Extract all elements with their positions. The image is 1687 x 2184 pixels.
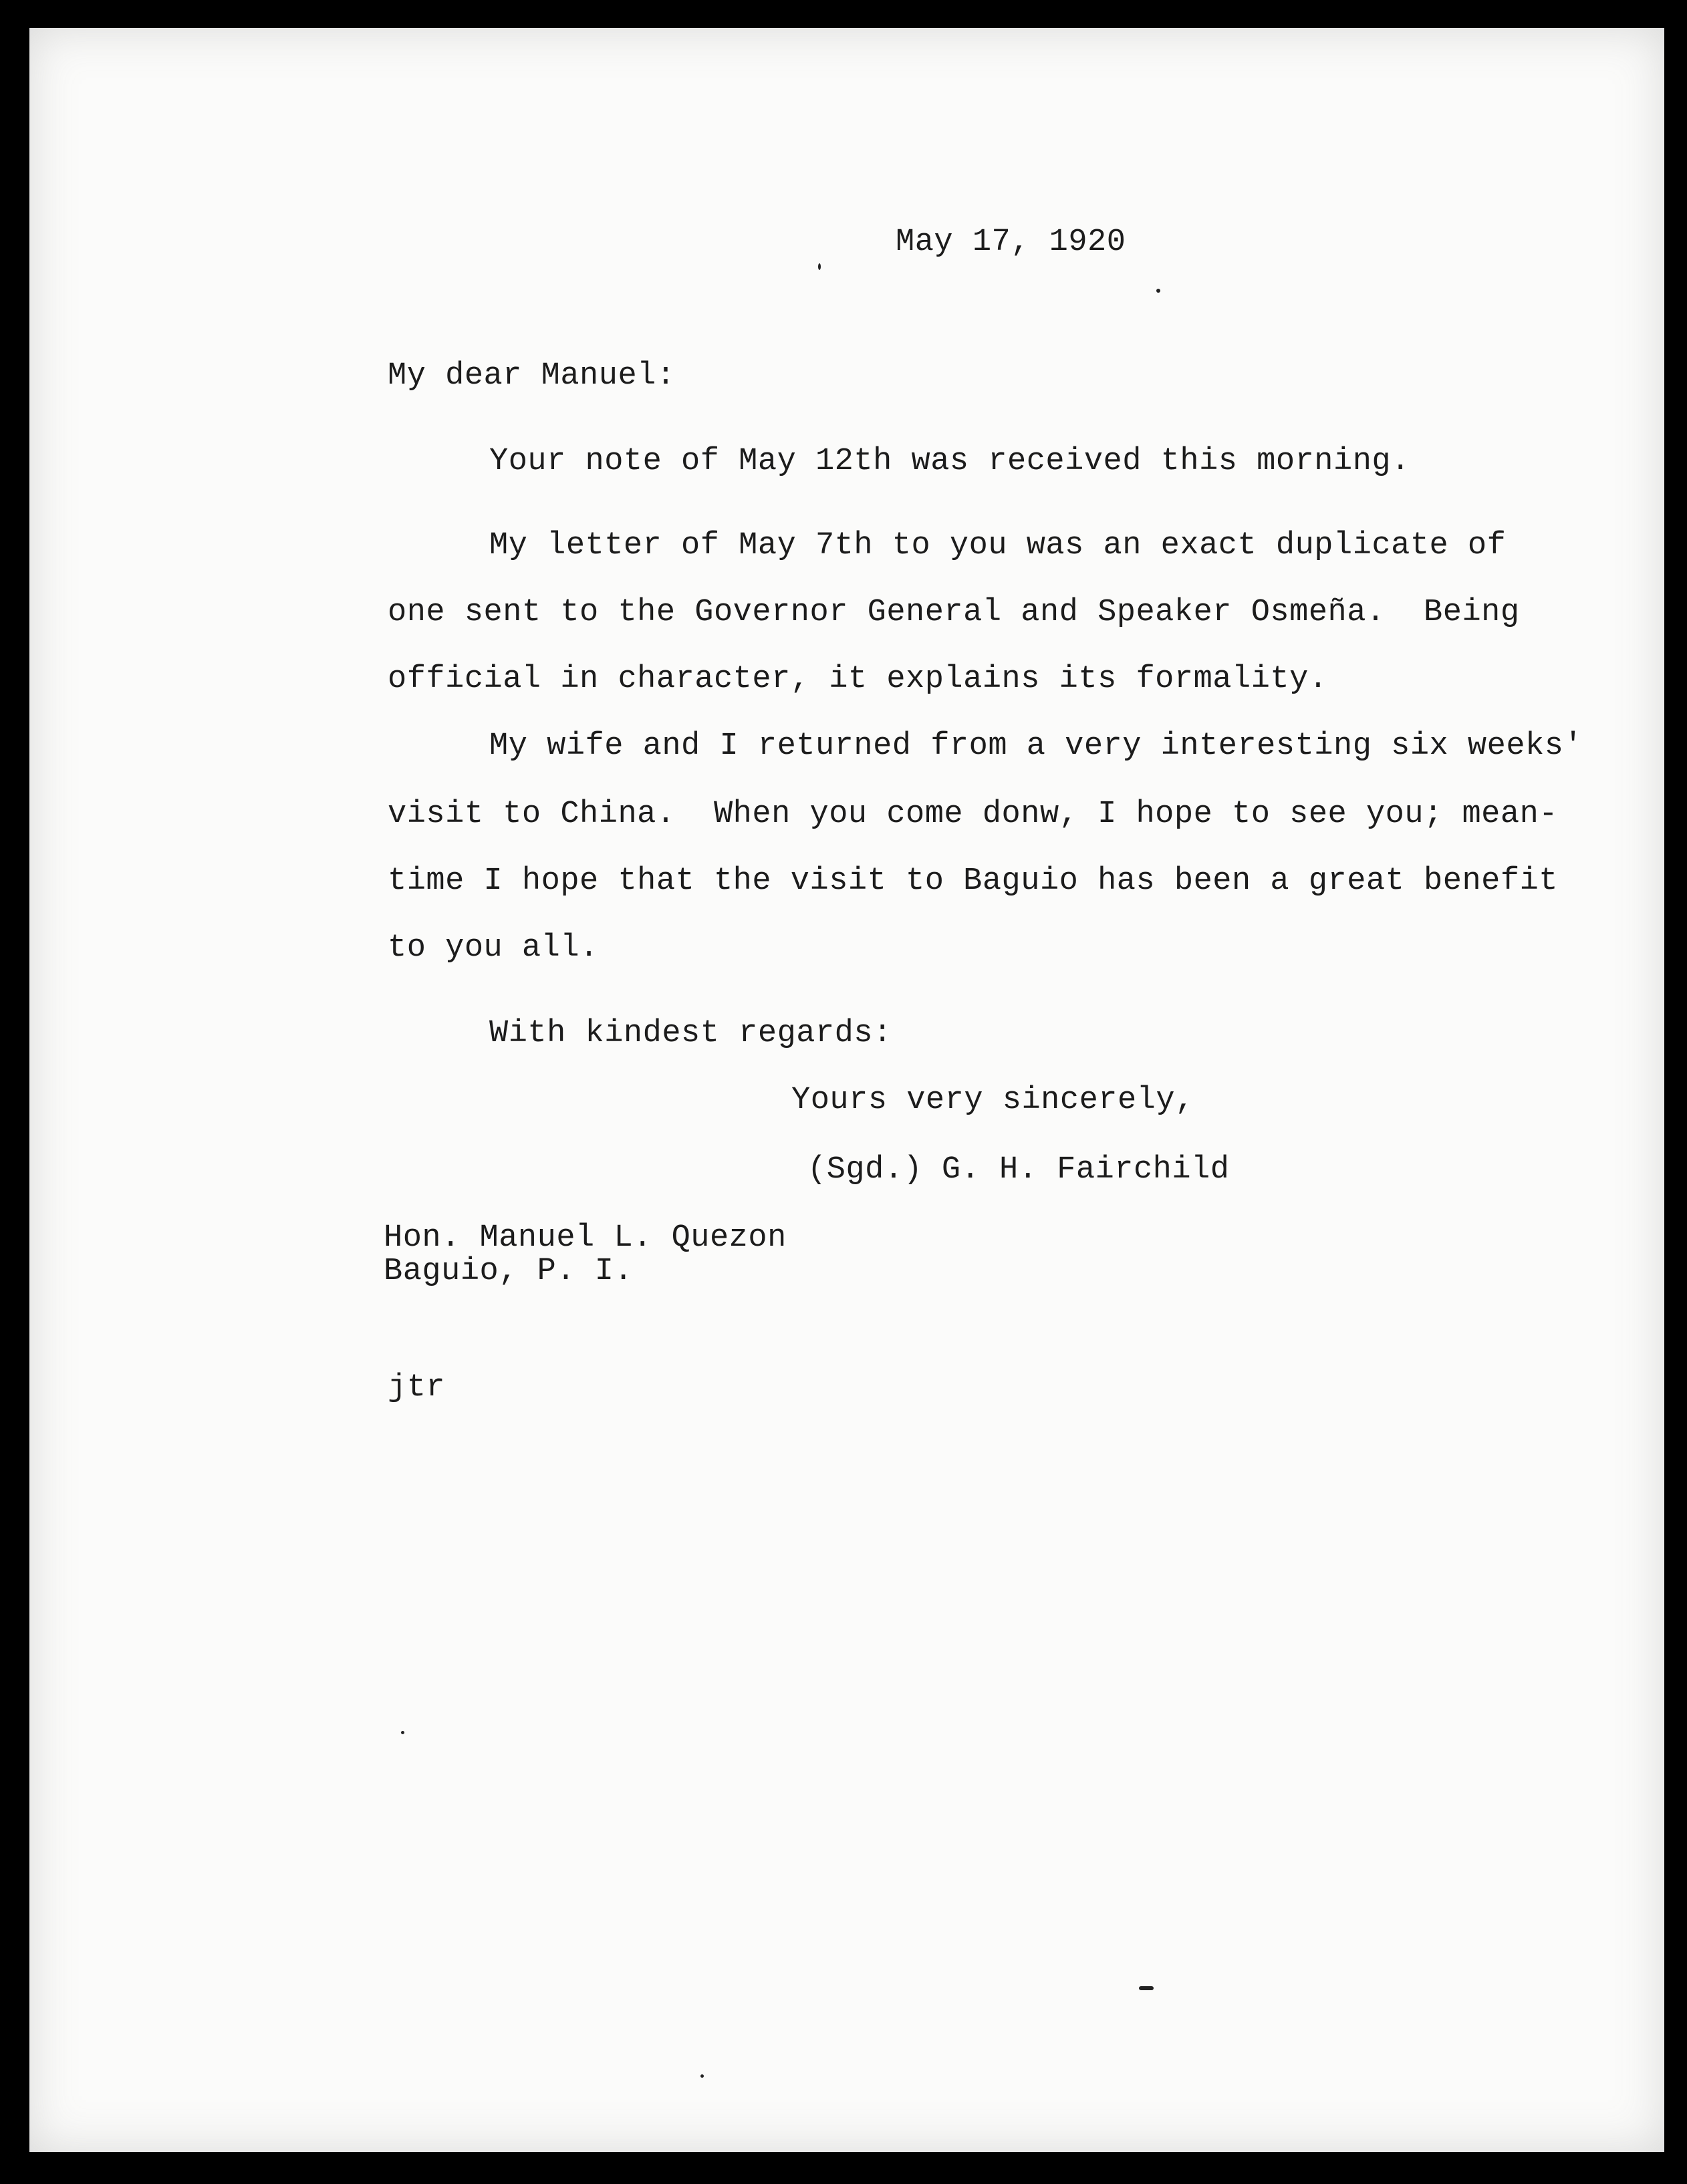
letter-date: May 17, 1920 bbox=[896, 225, 1126, 260]
paragraph-3-line-4: to you all. bbox=[388, 930, 599, 966]
complimentary-close: Yours very sincerely, bbox=[791, 1083, 1194, 1118]
paper-speck bbox=[401, 1731, 404, 1734]
paragraph-2-line-1: My letter of May 7th to you was an exact duplicate of bbox=[489, 528, 1507, 563]
signature: (Sgd.) G. H. Fairchild bbox=[807, 1152, 1230, 1188]
paragraph-1-line-1: Your note of May 12th was received this morning. bbox=[489, 444, 1410, 479]
paper-speck bbox=[700, 2074, 704, 2078]
typist-initials: jtr bbox=[388, 1370, 446, 1405]
paper-speck bbox=[1139, 1986, 1154, 1990]
paragraph-2-line-2: one sent to the Governor General and Speaker Osmeña. Being bbox=[388, 595, 1520, 630]
paragraph-3-line-2: visit to China. When you come donw, I hope to see you; mean- bbox=[388, 797, 1558, 832]
closing-regards: With kindest regards: bbox=[489, 1016, 892, 1051]
paper-speck bbox=[1156, 289, 1160, 293]
paragraph-3-line-1: My wife and I returned from a very interesting six weeks' bbox=[489, 728, 1583, 764]
salutation: My dear Manuel: bbox=[388, 358, 676, 394]
recipient-address: Baguio, P. I. bbox=[384, 1254, 634, 1289]
paragraph-3-line-3: time I hope that the visit to Baguio has been a great benefit bbox=[388, 863, 1558, 899]
recipient-name: Hon. Manuel L. Quezon bbox=[384, 1220, 787, 1256]
paper-speck bbox=[818, 263, 821, 270]
paragraph-2-line-3: official in character, it explains its formality. bbox=[388, 662, 1328, 697]
